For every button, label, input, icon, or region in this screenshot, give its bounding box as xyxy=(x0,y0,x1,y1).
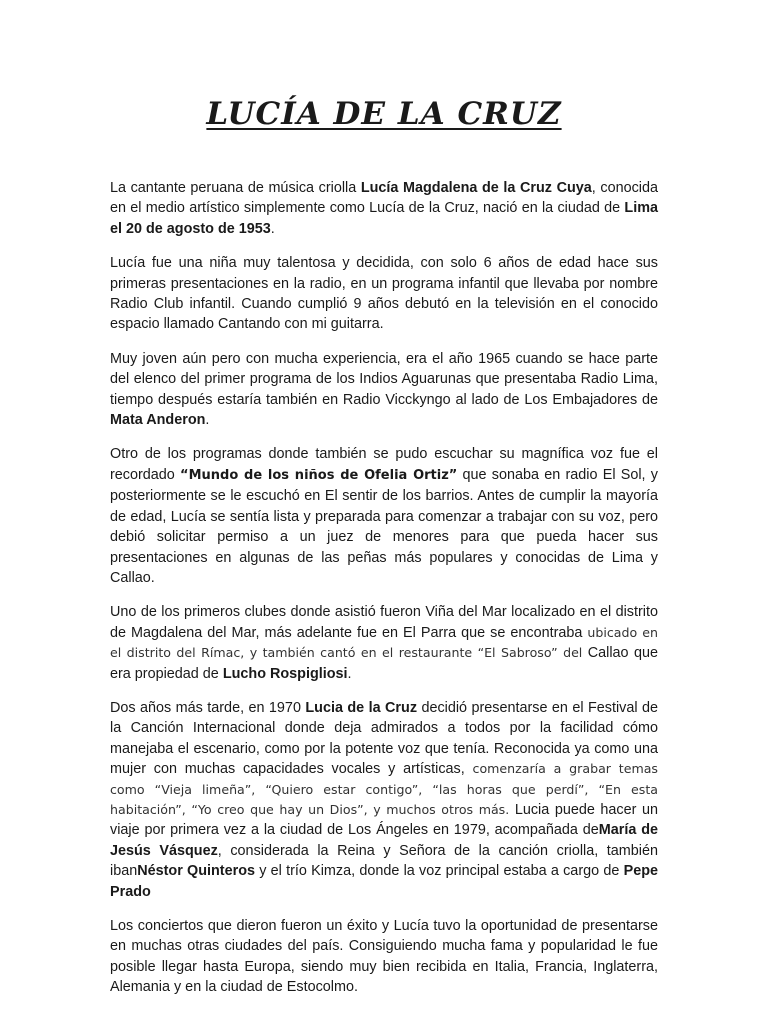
p6-alt-text: comenzaría a grabar temas como “Vieja limeña”, “Quiero estar contigo”, “las horas que perdí”, “En esta habitación”, “Yo creo que hay un Dios”, y muchos otros más. xyxy=(110,761,658,817)
p6-bold-nestor: Néstor Quinteros xyxy=(137,863,255,880)
paragraph-4 xyxy=(110,444,658,588)
p1-bold-birth: Lima el 20 de agosto de 1953 xyxy=(110,200,658,237)
paragraph-6 xyxy=(110,698,658,902)
document-body xyxy=(110,178,658,1012)
p3-text-1: Muy joven aún pero con mucha experiencia, era el año 1965 cuando se hace parte del elenco del primer programa de los Indios Aguarunas que presentaba Radio Lima, tiempo después estaría también en Radio Vicckyngo al lado de Los Embajadores de xyxy=(110,350,658,408)
paragraph-7 xyxy=(110,916,658,998)
p6-text-3: Lucia puede hacer un viaje por primera vez a la ciudad de Los Ángeles en 1979, acompañada de xyxy=(110,801,658,839)
paragraph-5 xyxy=(110,602,658,684)
document-title: LUCÍA DE LA CRUZ xyxy=(206,96,562,132)
p6-bold-maria: María de Jesús Vásquez xyxy=(110,822,658,859)
p6-bold-pepe: Pepe Prado xyxy=(110,863,658,900)
p6-text-1: Dos años más tarde, en 1970 xyxy=(110,699,306,716)
p5-text-1: Uno de los primeros clubes donde asistió fueron Viña del Mar localizado en el distrito de Magdalena del Mar, más adelante fue en El Parra que se encontraba xyxy=(110,604,658,641)
p7-text-1: Los conciertos que dieron fueron un éxito y Lucía tuvo la oportunidad de presentarse en muchas otras ciudades del país. Consiguiendo mucha fama y popularidad le fue posible llegar hasta Europa, siendo muy bien recibida en Italia, Francia, Inglaterra, Alemania y en la ciudad de Estocolmo. xyxy=(110,918,658,996)
paragraph-3 xyxy=(110,349,658,431)
p6-text-4: , considerada la Reina y Señora de la canción criolla, también iban xyxy=(110,842,659,880)
p5-bold-lucho: Lucho Rospigliosi xyxy=(222,665,348,682)
p1-text-3: . xyxy=(270,220,275,237)
p4-text-1: Otro de los programas donde también se pudo escuchar su magnífica voz fue el recordado xyxy=(110,446,658,483)
p6-bold-lucia: Lucia de la Cruz xyxy=(305,699,418,716)
p3-text-2: . xyxy=(205,412,210,429)
p1-text-2: , conocida en el medio artístico simplemente como Lucía de la Cruz, nació en la ciudad de xyxy=(110,180,658,217)
p3-bold-mata-anderon: Mata Anderon xyxy=(110,412,206,429)
p4-text-2: que sonaba en radio El Sol, y posteriormente se le escuchó en El sentir de los barrios. Antes de cumplir la mayoría de edad, Lucía se sentía lista y preparada para comenzar a trabajar con su voz, pero debió solicitar permiso a un juez de menores para que pueda hacer sus presentaciones en algunas de las peñas más populares y conocidas de Lima y Callao. xyxy=(110,466,658,586)
p6-text-2: decidió presentarse en el Festival de la Canción Internacional donde deja admirados a todos por la facilidad cómo manejaba el escenario, como por la potente voz que tenía. Reconocida ya como una mujer con muchas capacidades vocales y artísticas, xyxy=(110,699,658,778)
p1-bold-name: Lucía Magdalena de la Cruz Cuya xyxy=(360,180,592,196)
p6-text-5: y el trío Kimza, donde la voz principal estaba a cargo de xyxy=(255,863,624,880)
p2-text-1: Lucía fue una niña muy talentosa y decidida, con solo 6 años de edad hace sus primeras presentaciones en la radio, en un programa infantil que llevaba por nombre Radio Club infantil. Cuando cumplió 9 años debutó en la televisión en el conocido espacio llamado Cantando con mi guitarra. xyxy=(110,255,658,333)
paragraph-2 xyxy=(110,253,658,335)
p4-bold-program: “Mundo de los niños de Ofelia Ortiz” xyxy=(180,467,458,483)
paragraph-1 xyxy=(110,178,658,239)
p5-text-3: . xyxy=(347,665,352,682)
p1-text-1: La cantante peruana de música criolla xyxy=(110,180,361,196)
p5-text-2: Callao que era propiedad de xyxy=(110,645,658,682)
p5-alt-text: ubicado en el distrito del Rímac, y también cantó en el restaurante “El Sabroso” del xyxy=(110,624,658,661)
